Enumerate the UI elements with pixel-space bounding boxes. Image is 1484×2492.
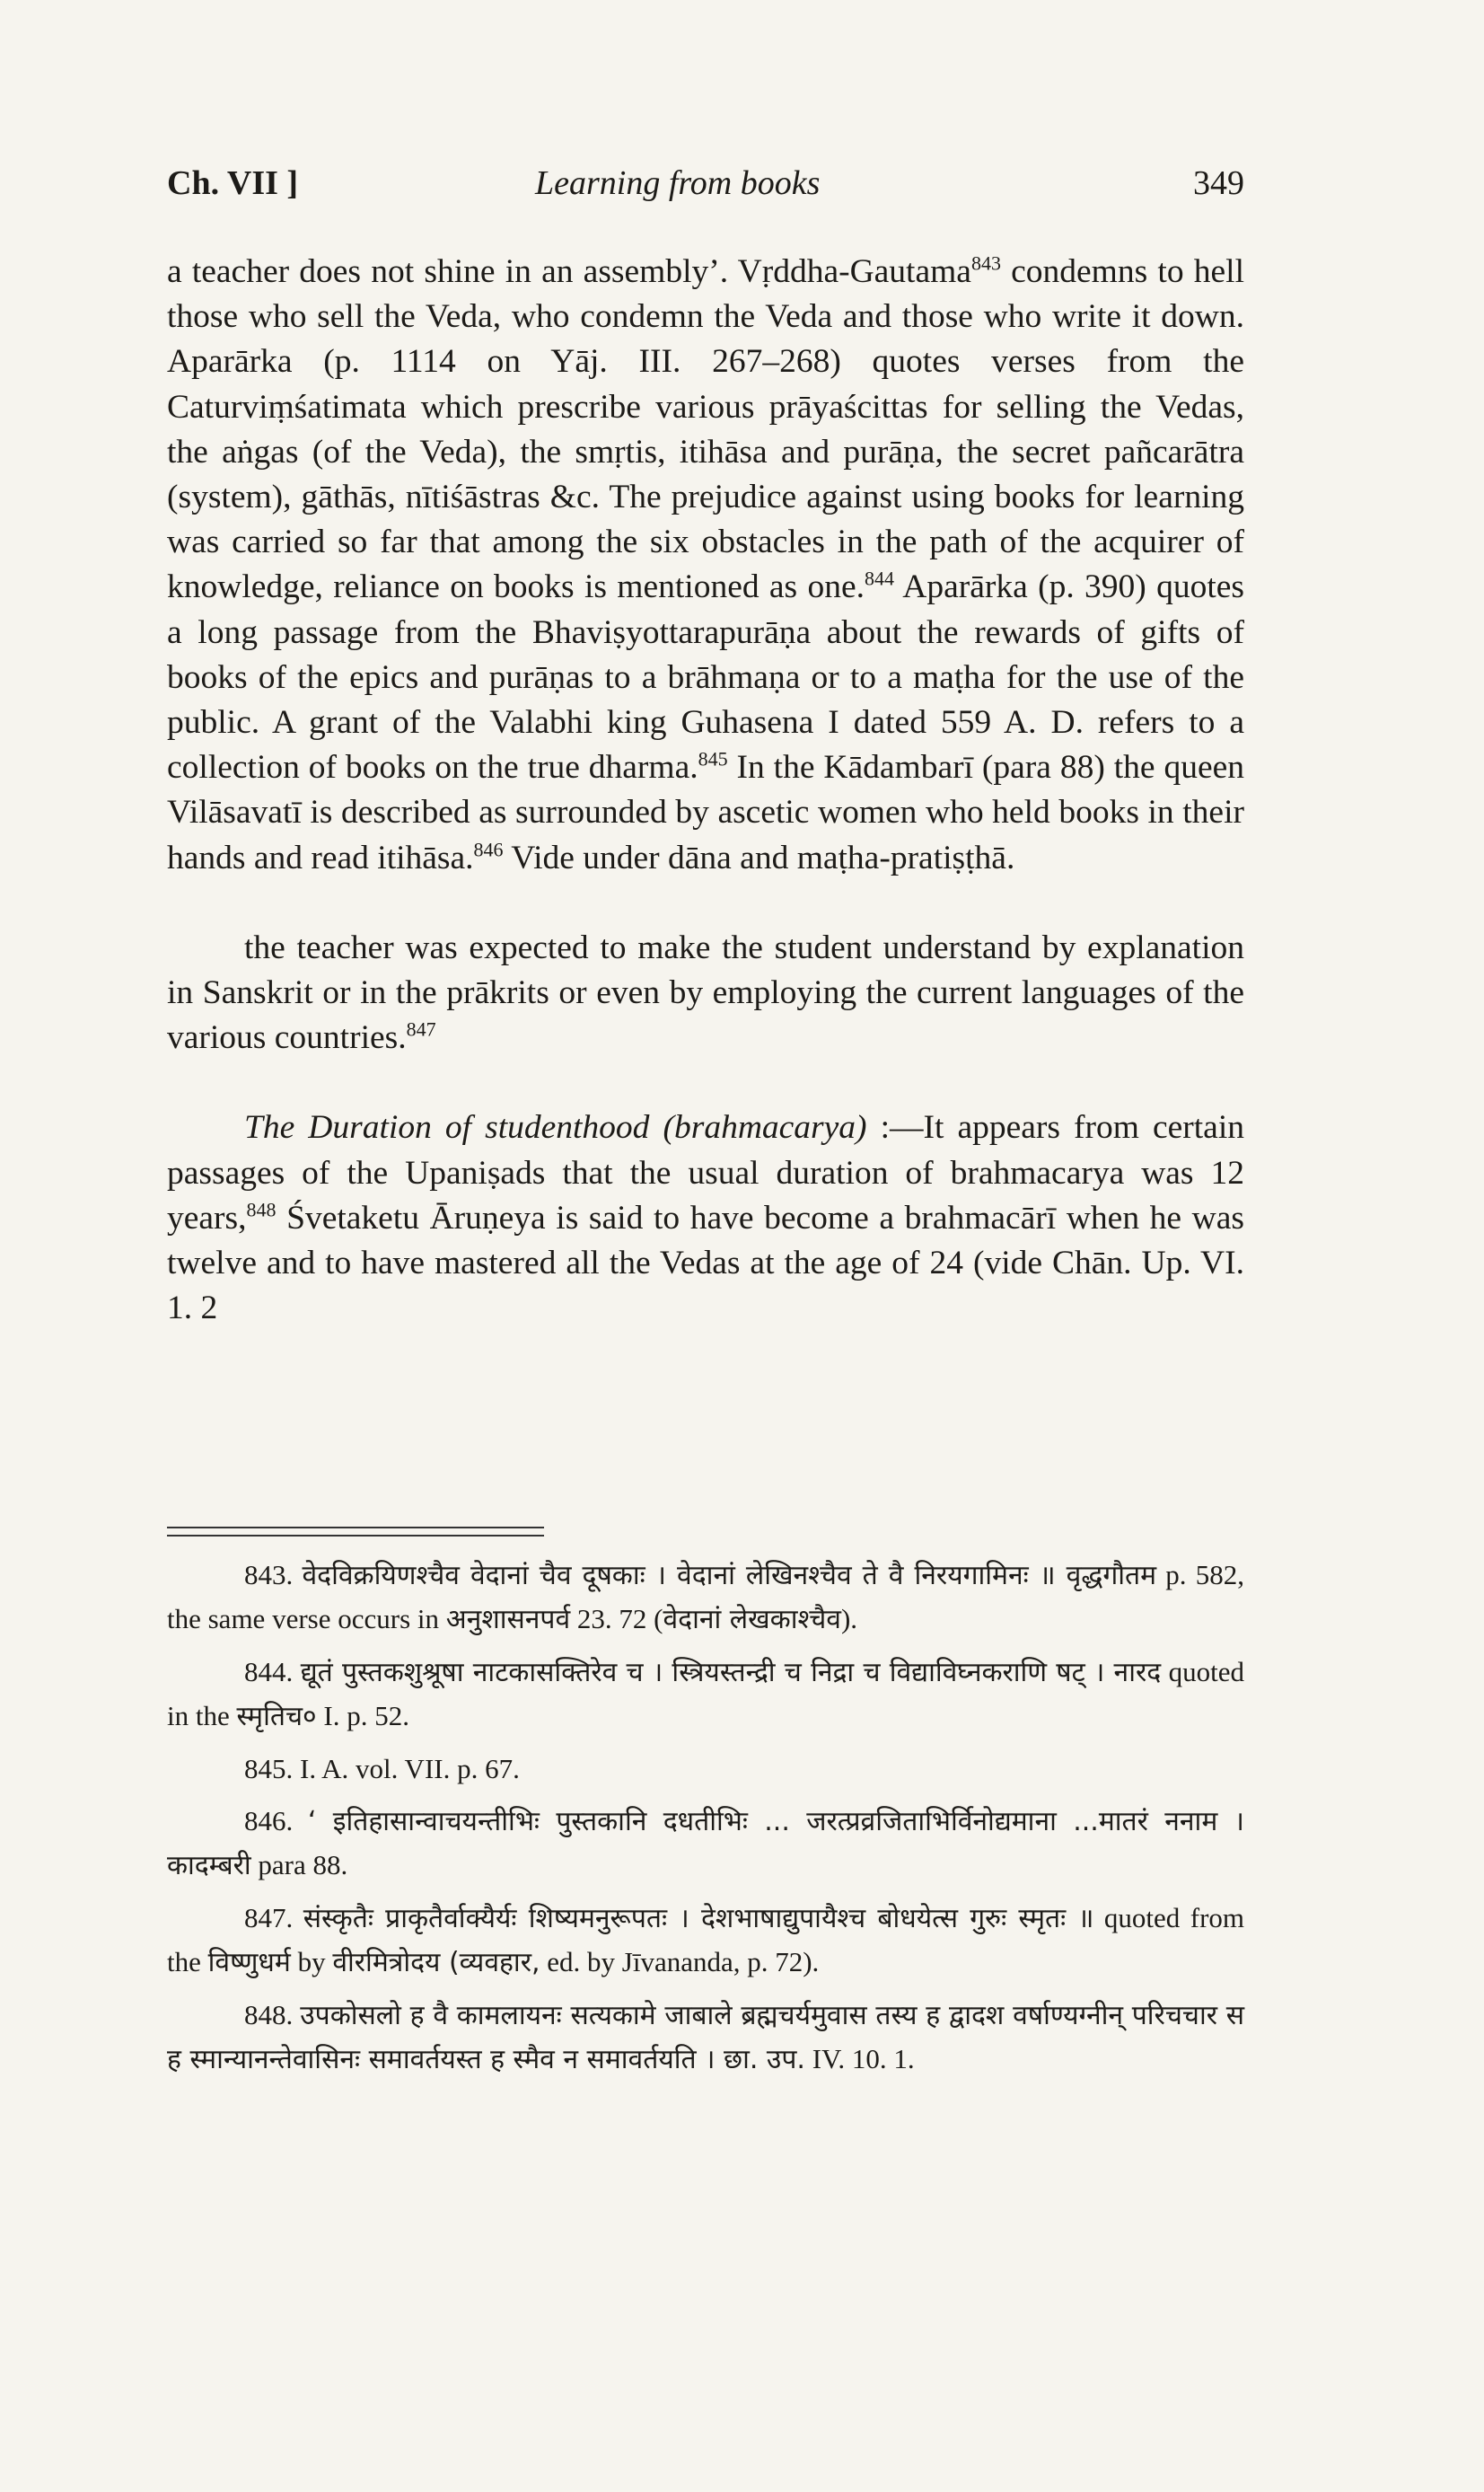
text-run: quoted from the	[167, 1902, 1245, 1977]
text-run: quoted in the	[167, 1656, 1244, 1731]
devanagari-text: अनुशासनपर्व	[445, 1604, 571, 1635]
paragraph-teacher	[167, 926, 1244, 1061]
text-run: I. A. vol. VII. p. 67.	[293, 1753, 520, 1784]
footnote-ref[interactable]: 843	[970, 251, 1001, 275]
text-run: the teacher was expected to make the student understand by explanation in Sanskrit or in the prākrits or even by employing the current languages of the various countries.	[167, 929, 1244, 1057]
section-heading: The Duration of studenthood (brahmacarya)	[244, 1109, 867, 1147]
paragraph-duration	[167, 1105, 1244, 1331]
devanagari-text: ‘ इतिहासान्वाचयन्तीभिः पुस्तकानि दधतीभिः ... जरत्प्रव्रजिताभिर्विनोद्यमाना ...मातरं ननाम । कादम्बरी	[167, 1806, 1244, 1881]
text-run: Śvetaketu Āruṇeya is said to have become a brahmacārī when he was twelve and to have mastered all the Vedas at the age of 24 (vide Chān. Up. VI. 1. 2	[167, 1199, 1244, 1327]
devanagari-text: वेदविक्रयिणश्चैव वेदानां चैव दूषकाः । वेदानां लेखिनश्चैव ते वै निरयगामिनः ॥ वृद्धगौतम	[302, 1560, 1157, 1591]
text-run: ).	[840, 1603, 858, 1634]
text-run: by	[290, 1946, 333, 1977]
footnote-ref[interactable]: 845	[698, 747, 728, 770]
text-run: para 88.	[250, 1849, 348, 1880]
footnote-ref[interactable]: 844	[865, 567, 895, 590]
running-title: Learning from books	[535, 164, 821, 202]
footnote-847	[167, 1897, 1244, 1985]
text-run: ed. by Jīvananda, p. 72).	[540, 1946, 820, 1977]
paragraph-books	[167, 250, 1244, 881]
devanagari-text: उपकोसलो ह वै कामलायनः सत्यकामे जाबाले ब्रह्मचर्यमुवास तस्य ह द्वादश वर्षाण्यग्नीन् परिचचार स ह स्मान्यानन्तेवासिनः समावर्तयस्त ह स्मैव न समावर्तयति । छा. उप.	[167, 2000, 1245, 2075]
text-run: In the Kādambarī (para 88) the queen Vilāsavatī is described as surrounded by ascetic women who held books in their hands and read itihāsa.	[167, 749, 1244, 876]
footnote-number: 843.	[244, 1559, 294, 1590]
devanagari-text: वीरमित्रोदय (व्यवहार,	[332, 1947, 540, 1978]
footnotes	[167, 1554, 1244, 2091]
footnote-divider	[167, 1527, 544, 1537]
footnote-ref[interactable]: 848	[246, 1198, 277, 1221]
footnote-843	[167, 1554, 1244, 1642]
text-run: condemns to hell those who sell the Veda, who condemn the Veda and those who write it down. Aparārka (p. 1114 on Yāj. III. 267–268) quotes verses from the Caturviṃśatimata which prescribe various prāyaścittas for selling the Vedas, the aṅgas (of the Veda), the smṛtis, itihāsa and purāṇa, the secret pañcarātra (system), gāthās, nītiśāstras &c. The prejudice against using books for learning was carried so far that among the six obstacles in the path of the acquirer of knowledge, reliance on books is mentioned as one.	[167, 253, 1244, 606]
footnote-846	[167, 1800, 1244, 1888]
chapter-label: Ch. VII ]	[167, 164, 299, 202]
text-run: :—It appears from certain passages of the Upaniṣads that the usual duration of brahmacarya was 12 years,	[167, 1109, 1244, 1237]
footnote-number: 848.	[244, 1999, 294, 2030]
text-run: Vide under dāna and maṭha-pratiṣṭhā.	[503, 839, 1015, 876]
footnote-845	[167, 1748, 1244, 1791]
devanagari-text: विष्णुधर्म	[207, 1947, 291, 1978]
text-run: I. p. 52.	[316, 1700, 409, 1731]
main-text	[167, 250, 1244, 1331]
footnote-ref[interactable]: 846	[473, 838, 504, 861]
footnote-number: 846.	[244, 1805, 294, 1836]
footnote-848	[167, 1994, 1244, 2082]
footnote-ref[interactable]: 847	[406, 1017, 436, 1041]
devanagari-text: स्मृतिच०	[236, 1701, 317, 1732]
text-run: p. 582, the same verse occurs in	[167, 1559, 1244, 1634]
text-run: Aparārka (p. 390) quotes a long passage from the Bhaviṣyottarapurāṇa about the rewards of gifts of books of the epics and purāṇas to a brāhmaṇa or to a maṭha for the use of the public. A grant of the Valabhi king Guhasena I dated 559 A. D. refers to a collection of books on the true dharma.	[167, 568, 1244, 787]
running-header	[167, 163, 1244, 214]
text-run: IV. 10. 1.	[804, 2043, 915, 2074]
footnote-number: 847.	[244, 1902, 294, 1933]
devanagari-text: संस्कृतैः प्राकृतैर्वाक्यैर्यः शिष्यमनुरूपतः । देशभाषाद्युपायैश्च बोधयेत्स गुरुः स्मृतः ॥	[303, 1903, 1094, 1934]
footnote-number: 845.	[244, 1753, 294, 1784]
devanagari-text: द्यूतं पुस्तकशुश्रूषा नाटकासक्तिरेव च । स्त्रियस्तन्द्री च निद्रा च विद्याविघ्नकराणि षट् । नारद	[300, 1657, 1162, 1688]
text-run: a teacher does not shine in an assembly’. Vṛddha-Gautama	[167, 253, 971, 290]
text-run: 23. 72 (	[570, 1603, 663, 1634]
footnote-number: 844.	[244, 1656, 294, 1687]
page-number: 349	[1193, 164, 1244, 202]
devanagari-text: वेदानां लेखकाश्चैव	[663, 1604, 841, 1635]
footnote-844	[167, 1651, 1244, 1739]
